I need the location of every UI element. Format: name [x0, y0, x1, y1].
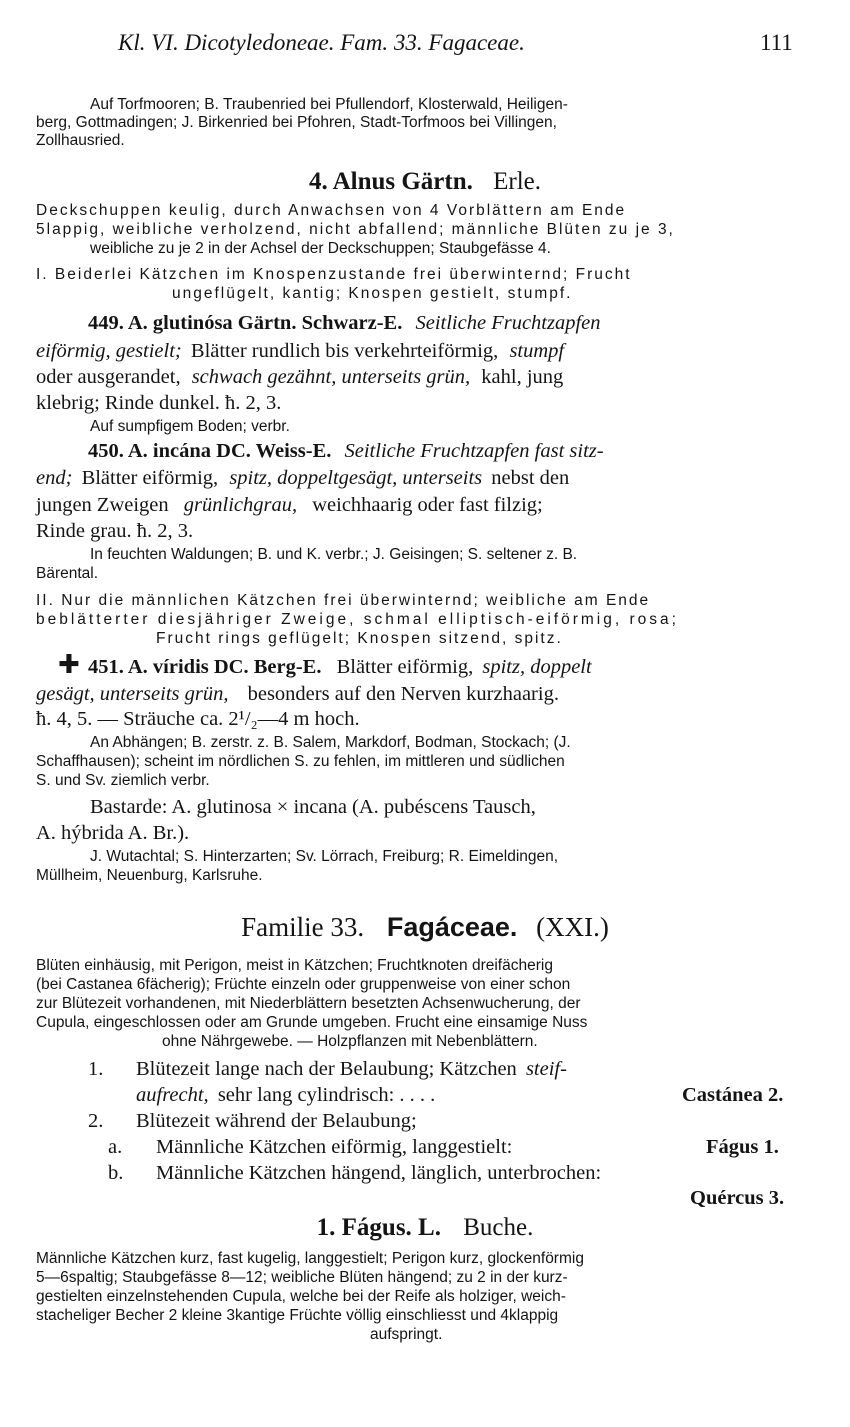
habitat-line: Bärental. [36, 565, 99, 582]
genus-description-line: gestielten einzelnstehenden Cupula, welche bei der Reife als holziger, weich- [36, 1288, 566, 1305]
habitat-line: J. Wutachtal; S. Hinterzarten; Sv. Lörrach, Freiburg; R. Eimeldingen, [90, 848, 559, 865]
key-entry: aufrecht, sehr lang cylindrisch: . . . . [136, 1084, 436, 1106]
key-number: a. [108, 1136, 123, 1158]
page-number: 111 [760, 30, 793, 55]
genus-description-line: Deckschuppen keulig, durch Anwachsen von 4 Vorblättern am Ende [36, 202, 627, 219]
family-heading: Familie 33. Fagáceae. (XXI.) [241, 912, 609, 942]
family-name: Fagáceae. [386, 912, 518, 942]
species-450-line: jungen Zweigen grünlichgrau, weichhaarig oder fast filzig; [36, 494, 543, 516]
hybrid-line: A. hýbrida A. Br.). [36, 822, 190, 844]
species-451-line: gesägt, unterseits grün, besonders auf den Nerven kurzhaarig. [36, 683, 559, 705]
genus-description-line: stacheliger Becher 2 kleine 3kantige Früchte völlig einschliesst und 4klappig [36, 1307, 559, 1324]
species-451-line: 451. A. víridis DC. Berg-E. Blätter eiförmig, spitz, doppelt [88, 656, 592, 678]
genus-heading-alnus [0, 168, 850, 196]
key-genus-castanea: Castánea 2. [682, 1084, 784, 1106]
genus-common-name: Buche. [463, 1214, 534, 1241]
habitat-line: An Abhängen; B. zerstr. z. B. Salem, Markdorf, Bodman, Stockach; (J. [90, 734, 571, 751]
species-450-line: Rinde grau. ħ. 2, 3. [36, 520, 194, 542]
species-449-line: oder ausgerandet, schwach gezähnt, unterseits grün, kahl, jung [36, 366, 564, 388]
genus-description-line: 5lappig, weibliche verholzend, nicht abfallend; männliche Blüten zu je 3, [36, 221, 675, 238]
genus-heading-fagus [0, 1214, 850, 1242]
key-entry: Blütezeit während der Belaubung; [136, 1110, 417, 1132]
running-title: Kl. VI. Dicotyledoneae. Fam. 33. Fagaceae. [118, 30, 525, 55]
habitat-line: Schaffhausen); scheint im nördlichen S. zu fehlen, im mittleren und südlichen [36, 753, 565, 770]
habitat-line: Müllheim, Neuenburg, Karlsruhe. [36, 867, 263, 884]
species-450-name: 450. A. incána DC. Weiss-E. [88, 440, 332, 462]
genus-common-name: Erle. [493, 168, 542, 195]
family-description-line: Cupula, eingeschlossen oder am Grunde umgeben. Frucht eine einsamige Nuss [36, 1014, 588, 1031]
key-line: beblätterter diesjähriger Zweige, schmal elliptisch-eiförmig, rosa; [36, 611, 679, 628]
species-451-name: 451. A. víridis DC. Berg-E. [88, 656, 322, 678]
species-450-line: 450. A. incána DC. Weiss-E. Seitliche Fruchtzapfen fast sitz- [88, 440, 604, 462]
habitat-line: S. und Sv. ziemlich verbr. [36, 772, 210, 789]
distribution-line: Auf Torfmooren; B. Traubenried bei Pfullendorf, Klosterwald, Heiligen- [90, 96, 568, 113]
species-449-name: 449. A. glutinósa Gärtn. Schwarz-E. [88, 312, 403, 334]
genus-description-line: weibliche zu je 2 in der Achsel der Deckschuppen; Staubgefässe 4. [90, 240, 551, 257]
species-449-line: klebrig; Rinde dunkel. ħ. 2, 3. [36, 392, 282, 414]
key-line: I. Beiderlei Kätzchen im Knospenzustande frei überwinternd; Frucht [36, 266, 632, 283]
key-number: 2. [88, 1110, 104, 1132]
genus-description-line: aufspringt. [370, 1326, 443, 1343]
genus-description-line: Männliche Kätzchen kurz, fast kugelig, langgestielt; Perigon kurz, glockenförmig [36, 1250, 584, 1267]
key-entry: Blütezeit lange nach der Belaubung; Kätzchen steif- [136, 1058, 567, 1080]
species-450-line: end; Blätter eiförmig, spitz, doppeltgesägt, unterseits nebst den [36, 467, 570, 489]
species-451-line: ħ. 4, 5. — Sträuche ca. 2¹/₂—4 m hoch. [36, 708, 360, 730]
distribution-line: berg, Gottmadingen; J. Birkenried bei Pfohren, Stadt-Torfmoos bei Villingen, [36, 114, 557, 131]
family-description-line: (bei Castanea 6fächerig); Früchte einzeln oder gruppenweise von einer schon [36, 976, 571, 993]
key-number: b. [108, 1162, 124, 1184]
hybrid-line: Bastarde: A. glutinosa × incana (A. pubéscens Tausch, [90, 796, 536, 818]
key-genus-fagus: Fágus 1. [706, 1136, 779, 1158]
key-genus-quercus: Quércus 3. [690, 1187, 785, 1209]
key-line: ungeflügelt, kantig; Knospen gestielt, stumpf. [172, 285, 573, 302]
distribution-line: Zollhausried. [36, 132, 125, 149]
family-description-line: Blüten einhäusig, mit Perigon, meist in Kätzchen; Fruchtknoten dreifächerig [36, 957, 553, 974]
family-description-line: ohne Nährgewebe. — Holzpflanzen mit Nebenblättern. [162, 1033, 538, 1050]
key-entry: Männliche Kätzchen hängend, länglich, unterbrochen: [156, 1162, 602, 1184]
species-449-line: eiförmig, gestielt; Blätter rundlich bis verkehrteiförmig, stumpf [36, 340, 565, 362]
family-description-line: zur Blütezeit vorhandenen, mit Niederblättern besetzten Achsenwucherung, der [36, 995, 581, 1012]
species-449-line: 449. A. glutinósa Gärtn. Schwarz-E. Seitliche Fruchtzapfen [88, 312, 601, 334]
key-line: II. Nur die männlichen Kätzchen frei überwinternd; weibliche am Ende [36, 592, 651, 609]
genus-name: 4. Alnus Gärtn. [308, 168, 473, 195]
key-line: Frucht rings geflügelt; Knospen sitzend, spitz. [156, 630, 563, 647]
habitat-line: Auf sumpfigem Boden; verbr. [90, 418, 290, 435]
genus-name: 1. Fágus. L. [316, 1214, 441, 1241]
handwritten-cross-mark: ✚ [58, 650, 80, 680]
key-number: 1. [88, 1058, 104, 1080]
habitat-line: In feuchten Waldungen; B. und K. verbr.; J. Geisingen; S. seltener z. B. [90, 546, 578, 563]
genus-description-line: 5—6spaltig; Staubgefässe 8—12; weibliche Blüten hängend; zu 2 in der kurz- [36, 1269, 568, 1286]
key-entry: Männliche Kätzchen eiförmig, langgestielt: [156, 1136, 513, 1158]
